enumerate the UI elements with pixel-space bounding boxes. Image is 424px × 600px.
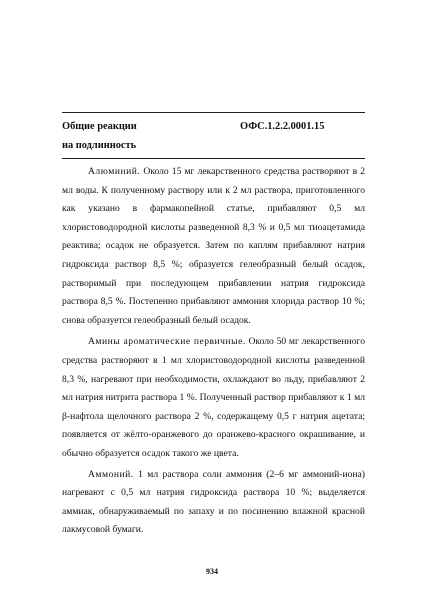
paragraph-lead: Аммоний. <box>88 468 134 480</box>
header-top-rule <box>62 112 365 113</box>
section-title-line-1: Общие реакции <box>62 121 137 132</box>
paragraph-lead: Алюминий. <box>88 166 141 177</box>
paragraph-text: Около 50 мг лекарственного средства растворяют в 1 мл хлористоводородной кислоты разведенной 8,3 %, нагревают при необходимости, охлаждают во льду, прибавляют 2 мл натрия нитрита раствора 1 %. Полученный раствор прибавляют к 1 мл β-нафтола щелочного раствора 2 %, содержащему 0,5 г натрия ацетата; появляется от жёлто-оранжевого до оранжево-красного окрашивание, и обычно образуется осадок такого же цвета. <box>62 336 365 459</box>
document-code: ОФС.1.2.2.0001.15 <box>240 121 325 132</box>
section-title <box>62 117 172 155</box>
paragraph-aromatic-amines <box>62 333 365 463</box>
paragraph-text: Около 15 мг лекарственного средства растворяют в 2 мл воды. К полученному раствору или к 2 мл раствора, приготовленного как указано в фармакопейной статье, прибавляют 0,5 мл хлористоводородной кислоты разведенной 8,3 % и 0,5 мл тиоацетамида реактива; осадок не образуется. Затем по каплям прибавляют натрия гидроксида раствор 8,5 %; образуется гелеобразный белый осадок, растворимый при последующем прибавлении натрия гидроксида раствора 8,5 %. Постепенно прибавляют аммония хлорида раствор 10 %; снова образуется гелеобразный белый осадок. <box>62 166 365 326</box>
paragraph-text: 1 мл раствора соли аммония (2–6 мг аммоний-иона) нагревают с 0,5 мл натрия гидроксида раствора 10 %; выделяется аммиак, обнаруживаемый по запаху и по посинению влажной красной лакмусовой бумаги. <box>62 468 365 536</box>
paragraph-ammonium <box>62 466 365 540</box>
document-body <box>62 163 365 542</box>
paragraph-aluminium <box>62 163 365 330</box>
header-bottom-rule <box>62 158 365 159</box>
section-title-line-2: на подлинность <box>62 140 137 151</box>
page-number: 934 <box>206 567 218 576</box>
paragraph-lead: Амины ароматические первичные. <box>88 336 246 348</box>
